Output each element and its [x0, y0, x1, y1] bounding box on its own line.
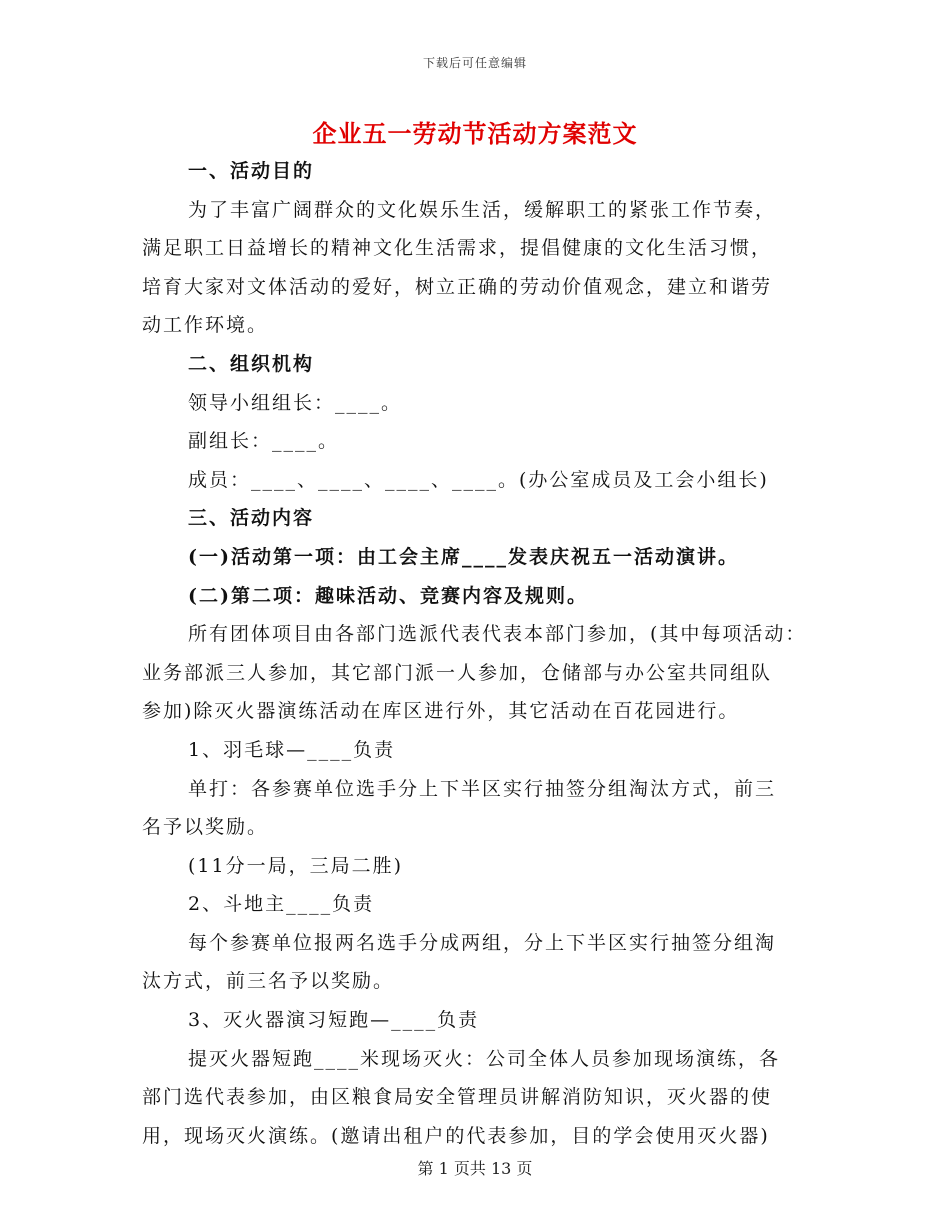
paragraph-line: 动工作环境。 [142, 314, 269, 337]
section-heading: 一、活动目的 [188, 160, 315, 182]
paragraph-line: 满足职工日益增长的精神文化生活需求，提倡健康的文化生活习惯， [142, 237, 773, 260]
header-note: 下载后可任意编辑 [422, 56, 527, 70]
paragraph-line: 成员：____、____、____、____。(办公室成员及工会小组长) [188, 468, 769, 491]
paragraph-line: 每个参赛单位报两名选手分成两组，分上下半区实行抽签分组淘 [188, 931, 777, 954]
paragraph-line: 培育大家对文体活动的爱好，树立正确的劳动价值观念，建立和谐劳 [142, 275, 773, 298]
paragraph-line: 所有团体项目由各部门选派代表代表本部门参加，(其中每项活动： [188, 623, 807, 646]
section-heading: 三、活动内容 [188, 507, 315, 530]
paragraph-line: 汰方式，前三名予以奖励。 [142, 970, 395, 993]
section-heading: 二、组织机构 [188, 352, 315, 375]
page-footer: 第 1 页共 13 页 [417, 1159, 533, 1178]
paragraph-line: 提灭火器短跑____米现场灭火：公司全体人员参加现场演练，各 [188, 1047, 781, 1070]
paragraph-line: 用，现场灭火演练。(邀请出租户的代表参加，目的学会使用灭火器) [142, 1124, 770, 1147]
paragraph-line: 3、灭火器演习短跑—____负责 [188, 1009, 480, 1032]
paragraph-line: 业务部派三人参加，其它部门派一人参加，仓储部与办公室共同组队 [142, 661, 773, 684]
section-heading: (二)第二项：趣味活动、竞赛内容及规则。 [188, 584, 588, 607]
paragraph-line: 单打：各参赛单位选手分上下半区实行抽签分组淘汰方式，前三 [188, 777, 777, 800]
paragraph-line: 1、羽毛球—____负责 [188, 738, 396, 761]
paragraph-line: 副组长：____。 [188, 430, 340, 453]
paragraph-line: 领导小组组长：____。 [188, 391, 403, 414]
document-title: 企业五一劳动节活动方案范文 [312, 119, 638, 148]
paragraph-line: 名予以奖励。 [142, 816, 269, 839]
document-body [142, 152, 807, 1155]
paragraph-line: 2、斗地主____负责 [188, 893, 375, 916]
paragraph-line: (11分一局，三局二胜) [188, 854, 404, 877]
paragraph-line: 参加)除灭火器演练活动在库区进行外，其它活动在百花园进行。 [142, 700, 740, 723]
section-heading: (一)活动第一项：由工会主席____发表庆祝五一活动演讲。 [188, 545, 739, 568]
paragraph-line: 为了丰富广阔群众的文化娱乐生活，缓解职工的紧张工作节奏， [188, 198, 777, 221]
paragraph-line: 部门选代表参加，由区粮食局安全管理员讲解消防知识，灭火器的使 [142, 1086, 773, 1109]
